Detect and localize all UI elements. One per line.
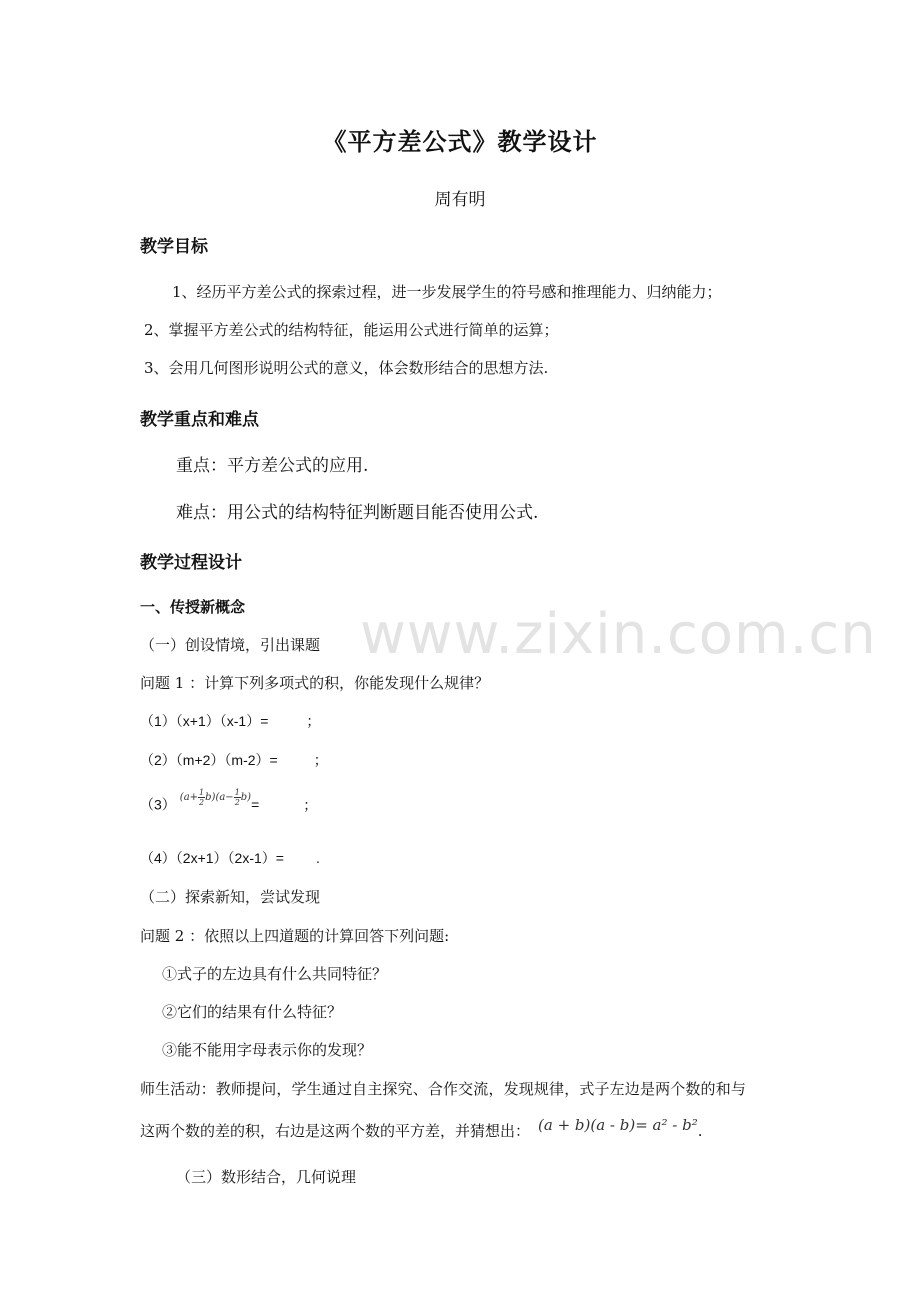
- square-difference-formula: (a + b)(a - b)= a² - b²: [538, 1116, 698, 1134]
- numerator: 1: [234, 788, 240, 797]
- expr-part: b): [240, 792, 252, 803]
- item-label: （1）: [140, 713, 176, 729]
- goals-heading: 教学目标: [140, 237, 208, 257]
- process-heading: 教学过程设计: [140, 553, 242, 573]
- question-2-item-3: ③能不能用字母表示你的发现？: [162, 1041, 373, 1059]
- expr-part: (a+: [179, 792, 199, 803]
- item-label: （3）: [140, 796, 176, 813]
- difficult-point: 难点：用公式的结构特征判断题目能否使用公式.: [176, 503, 539, 523]
- subsection-1: （一）创设情境，引出课题: [140, 636, 321, 654]
- goal-item-3: 3、会用几何图形说明公式的意义，体会数形结合的思想方法.: [144, 359, 549, 377]
- subsection-3: （三）数形结合，几何说理: [176, 1168, 357, 1186]
- fraction: [234, 788, 241, 807]
- denominator: 2: [234, 798, 240, 807]
- question-1: 问题 1 ：计算下列多项式的积，你能发现什么规律？: [140, 674, 490, 692]
- key-points-heading: 教学重点和难点: [140, 410, 259, 430]
- numerator: 1: [199, 788, 205, 797]
- watermark: www.zixin.com.cn: [360, 602, 877, 667]
- activity-text: 这两个数的差的积，右边是这两个数的平方差，并猜想出：: [140, 1122, 531, 1140]
- denominator: 2: [199, 798, 205, 807]
- item-label: （2）: [140, 752, 176, 768]
- item-label: （4）: [140, 850, 176, 866]
- question-2-item-2: ②它们的结果有什么特征？: [162, 1003, 343, 1021]
- question-2-item-1: ①式子的左边具有什么共同特征？: [162, 965, 388, 983]
- part1-heading: 一、传授新概念: [140, 598, 246, 616]
- activity-end: .: [697, 1122, 703, 1140]
- expr-part: b)(a−: [205, 792, 234, 803]
- item-expression: （m+2）（m-2）=: [175, 752, 278, 768]
- problem-item-1: [140, 711, 320, 731]
- fraction-expression: [179, 788, 252, 807]
- equals-sign: =: [251, 796, 260, 813]
- problem-item-4: [140, 848, 320, 868]
- item-end: .: [315, 850, 320, 866]
- activity-line-2: [140, 1116, 703, 1141]
- item-end: ；: [303, 796, 318, 813]
- problem-item-3: [140, 788, 318, 815]
- author-name: 周有明: [434, 190, 486, 210]
- document-title: 《平方差公式》教学设计: [322, 127, 598, 156]
- item-end: ；: [306, 713, 321, 729]
- item-end: ；: [313, 752, 328, 768]
- item-expression: （x+1）（x-1）=: [175, 713, 269, 729]
- question-2: 问题 2 ：依照以上四道题的计算回答下列问题:: [140, 927, 450, 945]
- goal-item-1: 1、经历平方差公式的探索过程，进一步发展学生的符号感和推理能力、归纳能力；: [172, 283, 722, 301]
- goal-item-2: 2、掌握平方差公式的结构特征，能运用公式进行简单的运算；: [144, 321, 559, 339]
- problem-item-2: [140, 750, 328, 770]
- subsection-2: （二）探索新知，尝试发现: [140, 888, 321, 906]
- item-expression: （2x+1）（2x-1）=: [175, 850, 284, 866]
- activity-line-1: 师生活动：教师提问，学生通过自主探究、合作交流，发现规律，式子左边是两个数的和与: [140, 1080, 747, 1098]
- key-point: 重点：平方差公式的应用.: [176, 456, 369, 476]
